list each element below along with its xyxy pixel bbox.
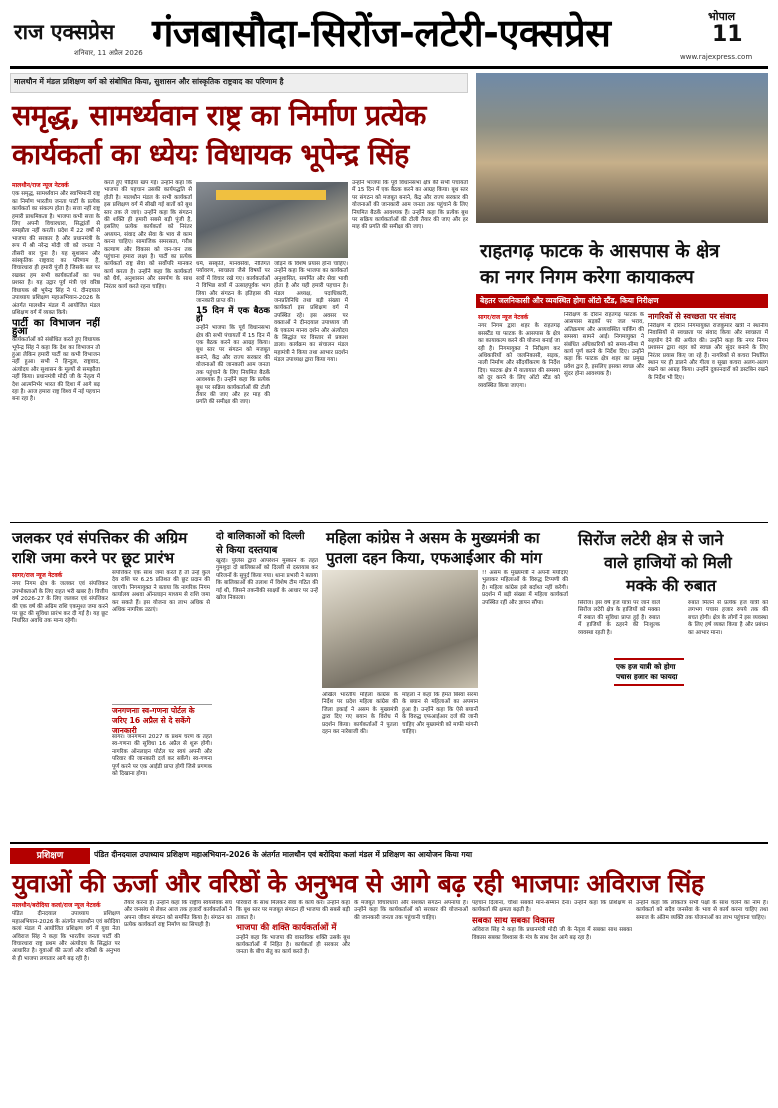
row2-b-col [216,558,318,698]
bottom-col4-text: के मजबूत विचारधारा और सशक्त संगठन अपनाया है। उन्होंने कहा कि कार्यकर्ताओं को सरकार की योजनाओं की जानकारी जनता तक पहुंचानी चाहिए। [354,900,468,921]
lead-col-4 [274,261,348,518]
row2-d-head-1: सिरोंज लटेरी क्षेत्र से जाने [578,530,724,549]
row2-d-head-3: मक्के की रुबात [626,576,717,595]
section-tag: प्रशिक्षण [10,848,90,864]
row2-b-head-2: से किया दस्तयाब [216,545,278,556]
bottom-col-5 [472,900,632,1100]
lead-col-3 [196,261,270,518]
lead-col2-text: करते हुए पीढ़ियां खप गई। उन्होंने कहा कि भाजपा की पहचान उसकी कार्यपद्धति से होती है। मालथौन मंडल के सभी कार्यकर्ता इस प्रशिक्षण वर्ग में सीखी गई बातों को बूथ स्तर तक ले जाएं। उन्होंने कहा कि संगठन की शक्ति ही हमारी सबसे बड़ी पूंजी है, इसलिए प्रत्येक कार्यकर्ता को निरंतर अध्ययन, संवाद और सेवा के भाव से काम करना चाहिए। सामाजिक समरसता, गरीब कल्याण और विकास को जन-जन तक पहुंचाना हमारा लक्ष्य है। पार्टी का प्रत्येक कार्यकर्ता राष्ट्र सेवा को सर्वोपरि मानकर कार्य करता है। उन्होंने कहा कि कार्यकर्ता को धैर्य, अनुशासन और समर्पण के साथ निरंतर कार्य करते रहना चाहिए। [104,180,192,290]
row2-d-col1-text: सिरोंज। इस वर्ष हज यात्रा पर जाने वाले सिरोंज लटेरी क्षेत्र के हाजियों को मक्का में रुबात की सुविधा प्राप्त हुई है। रुबात में हाजियों के ठहरने की निःशुल्क व्यवस्था रहती है। [578,600,660,636]
page-number: 11 [712,22,743,47]
bottom-col5-sub: सबका साथ सबका विकास [472,915,555,926]
bottom-byline: मालथौन/बरोदिया कलां/राज न्यूज नेटवर्क [12,902,101,909]
bottom-col3b-text: उन्होंने कहा कि भाजपा की वास्तविक शक्ति उसके बूथ कार्यकर्ताओं में निहित है। कार्यकर्ता ही सरकार और जनता के बीच सेतु का कार्य करते हैं। [236,934,350,956]
bottom-col3-sub: भाजपा की शक्ति कार्यकर्ताओं में [236,923,337,934]
row2-b-text: खुरई। पुलिस द्वारा ऑपरेशन मुस्कान के तहत गुमशुदा दो बालिकाओं को दिल्ली से दस्तयाब कर परिजनों के सुपुर्द किया गया। थाना प्रभारी ने बताया कि बालिकाओं की तलाश में विशेष टीम गठित की गई थी, जिसने तकनीकी साक्ष्यों के आधार पर उन्हें खोज निकाला। [216,558,318,602]
lead-headline-1: समृद्ध, सामर्थ्यवान राष्ट्र का निर्माण प्रत्येक [12,99,426,132]
right-top-photo [476,73,768,223]
right-headline-1: राहतगढ़ फाटक के आसपास के क्षेत्र [480,241,720,262]
right-side-title: नागरिकों से स्वच्छता पर संवाद [648,312,736,321]
bottom-col5b-text: अविराज सिंह ने कहा कि प्रधानमंत्री मोदी जी के नेतृत्व में सबका साथ सबका विकास सबका विश्वास के मंत्र के साथ देश आगे बढ़ रहा है। [472,927,632,941]
bottom-headline: युवाओं की ऊर्जा और वरिष्ठों के अनुभव से आगे बढ़ रही भाजपाः अविराज सिंह [12,869,704,898]
right-col2-text: निरीक्षण के दौरान राहतगढ़ फाटक के आसपास सड़कों पर जल भराव, अतिक्रमण और अव्यवस्थित पार्किंग की समस्या सामने आई। निगमायुक्त ने संबंधित अधिकारियों को समय-सीमा में कार्य पूर्ण करने के निर्देश दिए। उन्होंने कहा कि फाटक क्षेत्र शहर का प्रमुख प्रवेश द्वार है, इसलिए इसका स्वच्छ और सुंदर होना आवश्यक है। [564,312,644,378]
divider-row1 [10,522,768,523]
row2-a-col-2 [112,570,210,702]
city-label: भोपाल [708,10,736,23]
row2-c-head-1: महिला कांग्रेस ने असम के मुख्यमंत्री का [326,529,540,547]
right-col1-text: नगर निगम द्वारा शहर के राहतगढ़ बसस्टैंड या फाटक के आसपास के क्षेत्र का कायाकल्प करने की योजना बनाई जा रही है। निगमायुक्त ने निरीक्षण कर अधिकारियों को जलनिकासी, सड़क, नाली निर्माण और सौंदर्यीकरण के निर्देश दिए। फाटक क्षेत्र में यातायात की समस्या को दूर करने के लिए ऑटो स्टैंड को व्यवस्थित किया जाएगा। [478,323,560,389]
row2-a-sub-text: सागर। जनगणना 2027 के प्रथम चरण के तहत स्व-गणना की सुविधा 16 अप्रैल से शुरू होगी। नागरिक ऑनलाइन पोर्टल पर स्वयं अपनी और परिवार की जानकारी दर्ज कर सकेंगे। स्व-गणना पूर्ण करने पर एक आईडी प्राप्त होगी जिसे प्रगणक को दिखाना होगा। [112,734,212,778]
row2-a-head-1: जलकर एवं संपत्तिकर की अग्रिम [12,529,188,547]
right-byline: सागर/राज न्यूज नेटवर्क [478,314,529,321]
masthead [0,0,778,70]
lead-headline-2: कार्यकर्ता का ध्येयः विधायक भूपेन्द्र सिंह [12,138,409,171]
row2-a-byline: सागर/राज न्यूज नेटवर्क [12,572,63,579]
lead-col3b-text: उन्होंने भाजपा कि पूर्व विधानसभा क्षेत्र की सभी पंचायतों में 15 दिन में एक बैठक करने का आग्रह किया। बूथ स्तर पर संगठन को मजबूत बनाने, केंद्र और राज्य सरकार की योजनाओं की जानकारी आम जनता तक पहुंचाने के लिए नियमित बैठकें आवश्यक हैं। उन्होंने कहा कि प्रत्येक बूथ पर सक्रिय कार्यकर्ताओं की टोली तैयार की जाए और हर माह की प्रगति की समीक्षा की जाए। [196,325,270,406]
right-col-2 [564,312,644,518]
row2-a-sub: जनगणनाः स्व-गणना पोर्टल के जरिए 16 अप्रैल से दे सकेंगे जानकारी [112,706,195,735]
row2-a-col-1 [12,570,108,840]
row2-d-col2-text: रुबात मिलने से प्रत्येक हज यात्री को लगभग पचास हजार रुपये तक की बचत होगी। क्षेत्र के लोगों ने इस व्यवस्था के लिए हर्ष व्यक्त किया है और प्रबंधन का आभार माना। [688,600,768,636]
lead-col5-text: उन्होंने भाजपा कि पूर्व विधानसभा क्षेत्र की सभी पंचायतों में 15 दिन में एक बैठक करने का आग्रह किया। बूथ स्तर पर संगठन को मजबूत बनाने, केंद्र और राज्य सरकार की योजनाओं की जानकारी आम जनता तक पहुंचाने के लिए नियमित बैठकें आवश्यक हैं। उन्होंने कहा कि प्रत्येक बूथ पर सक्रिय कार्यकर्ताओं की टोली तैयार की जाए और हर माह की प्रगति की समीक्षा की जाए। [352,180,468,231]
edition-title: गंजबासौदा-सिरोंज-लटेरी-एक्सप्रेस [152,11,611,55]
bottom-col6-text: उन्होंने कहा कि लोकतंत्र सभी पक्षों के साथ चलने का नाम है। कार्यकर्ता को सदैव जनसेवा के भाव से कार्य करना चाहिए तथा समाज के अंतिम व्यक्ति तक योजनाओं का लाभ पहुंचाना चाहिए। [636,900,768,921]
lead-col-2 [104,180,192,518]
bottom-col-6 [636,900,768,1100]
lead-photo [196,182,348,258]
bottom-col-3 [236,900,350,1100]
lead-col3-text: धर्म, संस्कृति, मानवसेवा, नीतिगत पर्यावरण, स्वच्छता जैसे विषयों पर सत्रों में विचार रखे गए। कार्यकर्ताओं ने विभिन्न सत्रों में उत्साहपूर्वक भाग लिया और संगठन के इतिहास की जानकारी प्राप्त की। [196,261,270,305]
right-col3-text: निरीक्षण में दौरान निगमायुक्त राजकुमार खत्री ने स्थानीय निवासियों से स्वच्छता पर संवाद किया और स्वच्छता में सहयोग देने की अपील की। उन्होंने कहा कि नगर निगम प्रशासन द्वारा शहर को स्वच्छ और सुंदर बनाने के लिए निरंतर प्रयास किए जा रहे हैं। नागरिकों से कचरा निर्धारित स्थान पर ही डालने और गीला व सूखा कचरा अलग-अलग रखने का आग्रह किया। उन्होंने दुकानदारों को डस्टबिन रखने के निर्देश भी दिए। [648,323,768,381]
row2-c-col3-text: !! असम के मुख्यमंत्री ने अपनी मर्यादाएं भुलाकर महिलाओं के विरुद्ध टिप्पणी की है। महिला कांग्रेस इसे बर्दाश्त नहीं करेगी। प्रदर्शन में बड़ी संख्या में महिला कार्यकर्ता उपस्थित रहीं और ज्ञापन सौंपा। [482,570,568,606]
bottom-col-4 [354,900,468,1100]
row2-d-callout: एक हज यात्री को होगा पचास हजार का फायदा [614,658,684,686]
row2-d-col-1 [578,600,660,840]
lead-col1-text: एक समृद्ध, सामर्थ्यवान और स्वाभिमानी राष्ट्र का निर्माण भारतीय जनता पार्टी के प्रत्येक कार्यकर्ता का संकल्प होता है। सत्ता नहीं राष्ट्र हमारी प्राथमिकता है। भाजपा कभी सत्ता के लिए अपनी विचारधारा, सिद्धांतों से समझौता नहीं करती। प्रदेश में 22 वर्षों से भाजपा की सरकार है और प्रधानमंत्री के रूप में श्री नरेन्द्र मोदी जी को जनता ने तीसरी बार चुना है। यह सुशासन और सांस्कृतिक राष्ट्रवाद का परिणाम है, विचारधारा ही हमारी पूंजी है जिसके बल पर रखकर हम सभी कार्यकर्ताओं का पथ प्रशस्त है। यह उद्गार पूर्व मंत्री एवं वरिष्ठ विधायक श्री भूपेन्द्र सिंह ने पं. दीनदयाल उपाध्याय प्रशिक्षण महाअभियान-2026 के अंतर्गत मालथौन मंडल में आयोजित मंडल प्रशिक्षण वर्ग में व्यक्त किये। [12,191,100,316]
lead-kicker-text: मालथौन में मंडल प्रशिक्षण वर्ग को संबोधित किया, सुशासन और सांस्कृतिक राष्ट्रवाद का परिणाम है [14,77,284,86]
right-col-1 [478,312,560,518]
row2-a-col2-text: संपत्तिकर एक साथ जमा करते हैं तो उन्हें कुल देय राशि पर 6.25 प्रतिशत की छूट प्रदान की जाएगी। निगमायुक्त ने बताया कि नागरिक निगम कार्यालय अथवा ऑनलाइन माध्यम से राशि जमा कर सकते हैं। इस योजना का लाभ अधिक से अधिक नागरिक उठाएं। [112,570,210,614]
lead-caption-15: 15 दिन में एक बैठक हो [196,306,270,324]
right-strap: बेहतर जलनिकासी और व्यवस्थित होगा ऑटो स्टैंड, किया निरीक्षण [476,294,768,308]
date-line: शनिवार, 11 अप्रैल 2026 [74,49,143,57]
lead-col1b-text: कार्यकर्ताओं को संबोधित करते हुए विधायक भूपेन्द्र सिंह ने कहा कि देश का विभाजन तो हुआ लेकिन हमारी पार्टी का कभी विभाजन नहीं हुआ। सभी ने हिन्दुत्व, राष्ट्रवाद, अंत्योदय और सुशासन के मूल्यों से समझौता नहीं किया। प्रधानमंत्री मोदी जी के नेतृत्व में देश आत्मनिर्भर भारत की दिशा में आगे बढ़ रहा है। आज हमारा राष्ट्र विश्व में नई पहचान बना रहा है। [12,337,100,403]
row2-c-col-1 [322,692,398,840]
bottom-col5-text: पहचान दिलाना, चौथा सबको मान-सम्मान देना। उन्होंने कहा कि प्रशिक्षण से कार्यकर्ता की क्षमता बढ़ती है। [472,900,632,914]
row2-c-col-3 [482,570,568,840]
lead-col4-text: जोड़ने के विशेष प्रयास होना चाहिए। उन्होंने कहा कि भाजपा का कार्यकर्ता अनुशासित, समर्पित और सेवा भावी होता है और यही हमारी पहचान है। मंडल अध्यक्ष, पदाधिकारी, जनप्रतिनिधि तथा बड़ी संख्या में कार्यकर्ता इस प्रशिक्षण वर्ग में उपस्थित रहे। इस अवसर पर वक्ताओं ने दीनदयाल उपाध्याय जी के एकात्म मानव दर्शन और अंत्योदय के सिद्धांत पर विस्तार से प्रकाश डाला। कार्यक्रम का संचालन मंडल महामंत्री ने किया तथा आभार प्रदर्शन मंडल उपाध्यक्ष द्वारा किया गया। [274,261,348,364]
bottom-col1-text: पंडित दीनदयाल उपाध्याय प्रशिक्षण महाअभियान-2026 के अंतर्गत मालथौन एवं बरोदिया कलां मंडल में आयोजित प्रशिक्षण वर्ग में युवा नेता अविराज सिंह ने कहा कि भारतीय जनता पार्टी की विचारधारा राष्ट्र प्रथम और अंत्योदय के सिद्धांत पर आधारित है। युवाओं की ऊर्जा और वरिष्ठों के अनुभव से ही भाजपा लगातार आगे बढ़ रही है। [12,911,120,962]
bottom-col-1 [12,900,120,1100]
row2-a-sub-text-box [112,734,212,840]
right-headline-2: का नगर निगम करेगा कायाकल्प [480,267,694,288]
divider-row2 [10,842,768,844]
website: www.rajexpress.com [680,53,753,61]
lead-byline: मालथौन/राज न्यूज नेटवर्क [12,182,69,189]
row2-b-head-1: दो बालिकाओं को दिल्ली [216,531,305,542]
masthead-rule [10,66,768,69]
row2-d-col-2 [688,600,768,840]
lead-col-5 [352,180,468,518]
bottom-col3-text: परिवारों के साथ मिलकर सेवा के कार्य करें। उन्होंने कहा कि बूथ स्तर पर मजबूत संगठन ही भाजपा की सबसे बड़ी ताकत है। [236,900,350,921]
bottom-col2-text: तैयार करना है। उन्होंने कहा कि राष्ट्रीय स्वयंसेवक संघ और जनसंघ से लेकर आज तक हजारों कार्यकर्ताओं ने अपना जीवन संगठन को समर्पित किया है। संगठन का प्रत्येक कार्यकर्ता राष्ट्र निर्माण का सिपाही है। [124,900,232,929]
row2-c-col-2 [402,692,478,840]
row2-d-head-2: वाले हाजियों को मिली [604,553,732,572]
lead-col-1 [12,180,100,518]
row2-a-head-2: राशि जमा करने पर छूट प्रारंभ [12,549,175,567]
row2-c-head-2: पुतला दहन किया, एफआईआर की मांग [326,549,542,567]
bottom-kicker: पंडित दीनदयाल उपाध्याय प्रशिक्षण महाअभियान-2026 के अंतर्गत मालथौन एवं बरोदिया कलां मंडल में प्रशिक्षण का आयोजन किया गया [94,850,473,859]
right-col-3 [648,323,768,518]
bottom-col-2 [124,900,232,1100]
row2-c-col1-text: अखिल भारतीय महिला कांग्रेस के निर्देश पर प्रदेश महिला कांग्रेस की जिला इकाई ने असम के मुख्यमंत्री द्वारा दिए गए बयान के विरोध में प्रदर्शन किया। कार्यकर्ताओं ने पुतला दहन कर नारेबाजी की। [322,692,398,736]
lead-subhead: पार्टी का विभाजन नहीं हुआ [12,318,100,337]
row2-c-col2-text: मोहला ने कहा कि हेमंत बिस्वा सरमा के बयान से महिलाओं का अपमान हुआ है। उन्होंने कहा कि ऐसे बयानों के विरुद्ध एफआईआर दर्ज की जानी चाहिए और मुख्यमंत्री को माफी मांगनी चाहिए। [402,692,478,736]
row2-a-col1-text: नगर निगम क्षेत्र के जलकर एवं संपत्तिकर उपभोक्ताओं के लिए राहत भरी खबर है। वित्तीय वर्ष 2026-27 के लिए जलकर एवं संपत्तिकर की एक वर्ष की अग्रिम राशि एकमुश्त जमा करने पर छूट की सुविधा प्रारंभ कर दी गई है। यह छूट निर्धारित अवधि तक मान्य रहेगी। [12,581,108,625]
row2-c-photo [322,570,478,688]
photo-banner [216,190,326,200]
paper-name: राज एक्सप्रेस [14,20,115,44]
